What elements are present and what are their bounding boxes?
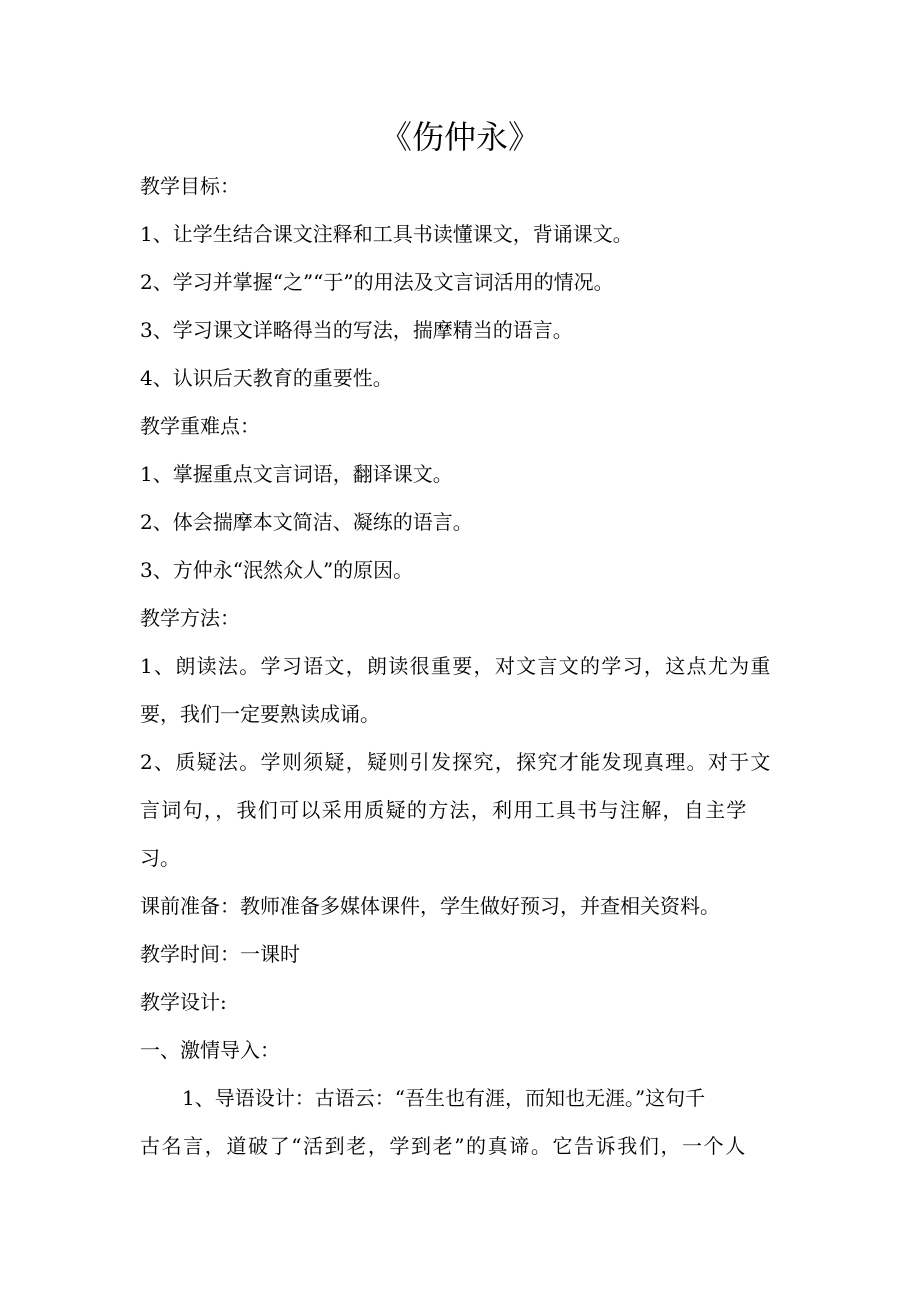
document-title: 《伤仲永》 [379, 118, 540, 156]
method-item-line: 要，我们一定要熟读成诵。 [140, 702, 380, 726]
key-point-item: 3、方仲永“泯然众人”的原因。 [140, 558, 414, 582]
objective-item: 2、学习并掌握“之”“于”的用法及文言词活用的情况。 [140, 270, 614, 294]
method-item-line: 1、朗读法。学习语文，朗读很重要，对文言文的学习，这点尤为重 [140, 654, 772, 678]
section-heading-objectives: 教学目标： [140, 174, 240, 198]
section-heading-key-points: 教学重难点： [140, 414, 260, 438]
document-body [140, 162, 782, 1170]
method-item-line: 习。 [140, 846, 180, 870]
teaching-time-line: 教学时间：一课时 [140, 942, 300, 966]
objective-item: 3、学习课文详略得当的写法，揣摩精当的语言。 [140, 318, 573, 342]
intro-paragraph-line: 1、导语设计：古语云：“吾生也有涯，而知也无涯。”这句千 [182, 1086, 706, 1110]
subsection-heading-intro: 一、激情导入： [140, 1038, 280, 1062]
key-point-item: 1、掌握重点文言词语，翻译课文。 [140, 462, 453, 486]
objective-item: 4、认识后天教育的重要性。 [140, 366, 393, 390]
objective-item: 1、让学生结合课文注释和工具书读懂课文，背诵课文。 [140, 222, 633, 246]
preparation-line: 课前准备：教师准备多媒体课件，学生做好预习，并查相关资料。 [140, 894, 720, 918]
method-item-line: 2、质疑法。学则须疑，疑则引发探究，探究才能发现真理。对于文 [140, 750, 772, 774]
section-heading-methods: 教学方法： [140, 606, 240, 630]
key-point-item: 2、体会揣摩本文简洁、凝练的语言。 [140, 510, 473, 534]
method-item-line: 言词句，，我们可以采用质疑的方法，利用工具书与注解，自主学 [140, 798, 748, 822]
section-heading-design: 教学设计: [140, 990, 227, 1014]
intro-paragraph-line: 古名言，道破了“活到老，学到老”的真谛。它告诉我们，一个人 [140, 1134, 747, 1158]
